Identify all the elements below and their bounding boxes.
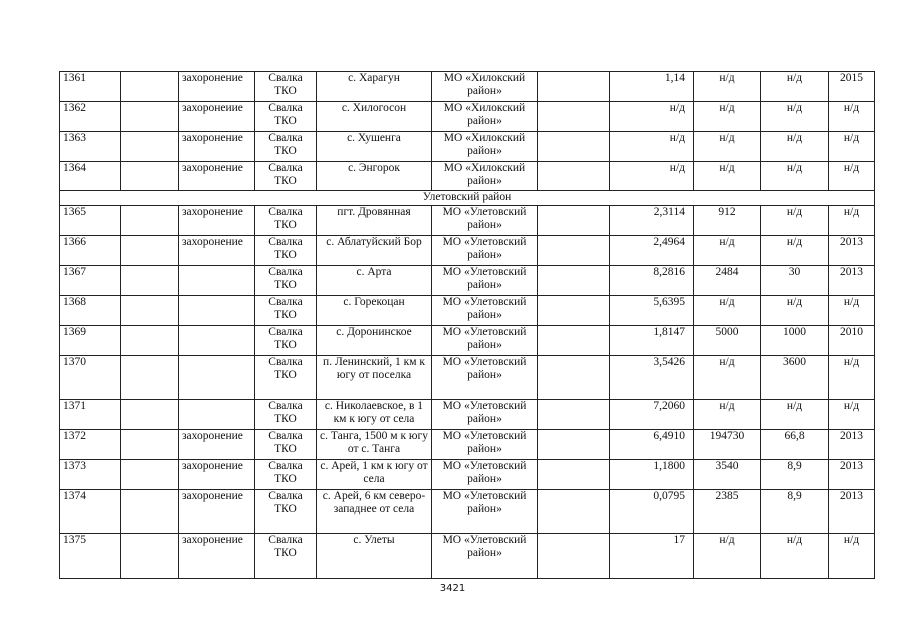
cell-obj: Свалка ТКО [255,72,317,102]
cell-v2: н/д [761,72,829,102]
cell-type: захоронеиие [179,102,255,132]
cell-mo: МО «Улетовский район» [432,206,538,236]
cell-empty [538,132,610,162]
cell-obj: Свалка ТКО [255,162,317,191]
cell-obj: Свалка ТКО [255,534,317,579]
cell-area: 8,2816 [610,266,694,296]
cell-obj: Свалка ТКО [255,326,317,356]
cell-mo: МО «Улетовский район» [432,236,538,266]
cell-area: н/д [610,102,694,132]
cell-blank [121,132,179,162]
cell-blank [121,460,179,490]
cell-num: 1366 [60,236,121,266]
cell-v1: н/д [694,72,761,102]
cell-empty [538,400,610,430]
cell-num: 1374 [60,490,121,534]
cell-area: 6,4910 [610,430,694,460]
table-row [60,102,875,132]
cell-area: 1,8147 [610,326,694,356]
cell-loc: с. Харагун [317,72,432,102]
cell-empty [538,72,610,102]
cell-obj: Свалка ТКО [255,400,317,430]
cell-area: н/д [610,162,694,191]
cell-type [179,326,255,356]
cell-blank [121,400,179,430]
table-row [60,296,875,326]
cell-type: захоронение [179,132,255,162]
cell-area: 2,3114 [610,206,694,236]
cell-v1: 194730 [694,430,761,460]
cell-type: захоронение [179,72,255,102]
page-number: 3421 [439,583,466,594]
cell-empty [538,162,610,191]
cell-blank [121,266,179,296]
cell-blank [121,326,179,356]
cell-year: н/д [829,206,875,236]
cell-v2: н/д [761,206,829,236]
table-body-after [60,206,875,579]
cell-num: 1369 [60,326,121,356]
cell-v1: н/д [694,236,761,266]
cell-v1: н/д [694,356,761,400]
cell-v2: н/д [761,102,829,132]
cell-loc: с. Арей, 1 км к югу от села [317,460,432,490]
cell-area: 17 [610,534,694,579]
cell-type: захоронение [179,206,255,236]
cell-mo: МО «Улетовский район» [432,356,538,400]
cell-type: захоронение [179,430,255,460]
cell-v1: н/д [694,400,761,430]
cell-v2: н/д [761,400,829,430]
cell-v1: н/д [694,162,761,191]
cell-mo: МО «Улетовский район» [432,534,538,579]
cell-num: 1368 [60,296,121,326]
cell-year: 2013 [829,460,875,490]
cell-empty [538,266,610,296]
cell-mo: МО «Хилокский район» [432,162,538,191]
cell-obj: Свалка ТКО [255,356,317,400]
cell-type [179,400,255,430]
cell-mo: МО «Улетовский район» [432,296,538,326]
cell-year: н/д [829,296,875,326]
cell-v2: н/д [761,236,829,266]
cell-loc: с. Арей, 6 км северо-западнее от села [317,490,432,534]
cell-obj: Свалка ТКО [255,430,317,460]
table-row [60,460,875,490]
cell-num: 1367 [60,266,121,296]
cell-area: 5,6395 [610,296,694,326]
cell-blank [121,206,179,236]
cell-loc: пгт. Дровянная [317,206,432,236]
cell-v2: н/д [761,132,829,162]
section-row [60,191,875,206]
cell-empty [538,236,610,266]
cell-v1: н/д [694,534,761,579]
cell-year: 2010 [829,326,875,356]
cell-year: н/д [829,400,875,430]
cell-mo: МО «Улетовский район» [432,326,538,356]
cell-area: 1,1800 [610,460,694,490]
cell-empty [538,296,610,326]
cell-area: 1,14 [610,72,694,102]
cell-type: захоронение [179,162,255,191]
cell-blank [121,72,179,102]
cell-empty [538,460,610,490]
cell-obj: Свалка ТКО [255,460,317,490]
cell-area: 3,5426 [610,356,694,400]
table-row [60,430,875,460]
cell-empty [538,430,610,460]
cell-num: 1371 [60,400,121,430]
cell-mo: МО «Хилокский район» [432,72,538,102]
cell-area: 7,2060 [610,400,694,430]
cell-mo: МО «Улетовский район» [432,490,538,534]
cell-empty [538,534,610,579]
table-row [60,236,875,266]
cell-loc: с. Энгорок [317,162,432,191]
cell-type: захоронение [179,236,255,266]
cell-v1: н/д [694,102,761,132]
cell-type: захоронение [179,534,255,579]
cell-v1: 5000 [694,326,761,356]
cell-year: н/д [829,534,875,579]
cell-area: н/д [610,132,694,162]
cell-empty [538,206,610,236]
cell-v2: н/д [761,534,829,579]
cell-blank [121,356,179,400]
cell-loc: п. Ленинский, 1 км к югу от поселка [317,356,432,400]
cell-blank [121,296,179,326]
cell-type: захоронение [179,490,255,534]
cell-v2: 66,8 [761,430,829,460]
cell-num: 1363 [60,132,121,162]
cell-num: 1370 [60,356,121,400]
cell-type [179,296,255,326]
cell-v1: н/д [694,296,761,326]
cell-obj: Свалка ТКО [255,206,317,236]
cell-year: 2013 [829,430,875,460]
cell-obj: Свалка ТКО [255,132,317,162]
cell-v2: 8,9 [761,490,829,534]
cell-blank [121,102,179,132]
table-row [60,206,875,236]
cell-year: н/д [829,162,875,191]
cell-loc: с. Танга, 1500 м к югу от с. Танга [317,430,432,460]
section-title: Улетовский район [60,191,875,206]
cell-year: 2013 [829,490,875,534]
cell-year: н/д [829,356,875,400]
cell-num: 1364 [60,162,121,191]
cell-type: захоронение [179,460,255,490]
cell-area: 2,4964 [610,236,694,266]
cell-mo: МО «Улетовский район» [432,400,538,430]
cell-num: 1375 [60,534,121,579]
cell-mo: МО «Улетовский район» [432,460,538,490]
cell-v1: 912 [694,206,761,236]
cell-loc: с. Доронинское [317,326,432,356]
cell-loc: с. Аблатуйский Бор [317,236,432,266]
cell-mo: МО «Улетовский район» [432,430,538,460]
cell-loc: с. Хилогосон [317,102,432,132]
cell-v1: 2385 [694,490,761,534]
cell-loc: с. Хушенга [317,132,432,162]
cell-type [179,356,255,400]
cell-empty [538,356,610,400]
cell-type [179,266,255,296]
table-row [60,72,875,102]
cell-v2: н/д [761,162,829,191]
cell-empty [538,102,610,132]
waste-sites-table [59,71,875,579]
table-row [60,162,875,191]
cell-year: н/д [829,132,875,162]
cell-year: 2015 [829,72,875,102]
cell-v2: н/д [761,296,829,326]
cell-obj: Свалка ТКО [255,490,317,534]
cell-obj: Свалка ТКО [255,266,317,296]
cell-area: 0,0795 [610,490,694,534]
cell-num: 1373 [60,460,121,490]
cell-year: 2013 [829,236,875,266]
cell-v2: 8,9 [761,460,829,490]
cell-empty [538,326,610,356]
cell-mo: МО «Хилокский район» [432,132,538,162]
cell-blank [121,162,179,191]
cell-obj: Свалка ТКО [255,236,317,266]
cell-loc: с. Горекоцан [317,296,432,326]
cell-num: 1365 [60,206,121,236]
cell-v1: 3540 [694,460,761,490]
table-body-before [60,72,875,191]
cell-mo: МО «Хилокский район» [432,102,538,132]
cell-loc: с. Арта [317,266,432,296]
cell-num: 1362 [60,102,121,132]
cell-v2: 30 [761,266,829,296]
table-row [60,490,875,534]
cell-num: 1372 [60,430,121,460]
cell-v2: 3600 [761,356,829,400]
table-row [60,326,875,356]
cell-loc: с. Улеты [317,534,432,579]
cell-num: 1361 [60,72,121,102]
cell-obj: Свалка ТКО [255,296,317,326]
cell-obj: Свалка ТКО [255,102,317,132]
cell-year: 2013 [829,266,875,296]
table-row [60,266,875,296]
cell-blank [121,236,179,266]
cell-blank [121,534,179,579]
cell-v1: н/д [694,132,761,162]
cell-year: н/д [829,102,875,132]
cell-mo: МО «Улетовский район» [432,266,538,296]
cell-loc: с. Николаевское, в 1 км к югу от села [317,400,432,430]
cell-blank [121,430,179,460]
cell-blank [121,490,179,534]
table-row [60,132,875,162]
cell-v2: 1000 [761,326,829,356]
cell-empty [538,490,610,534]
table-row [60,356,875,400]
table-row [60,534,875,579]
cell-v1: 2484 [694,266,761,296]
table-row [60,400,875,430]
